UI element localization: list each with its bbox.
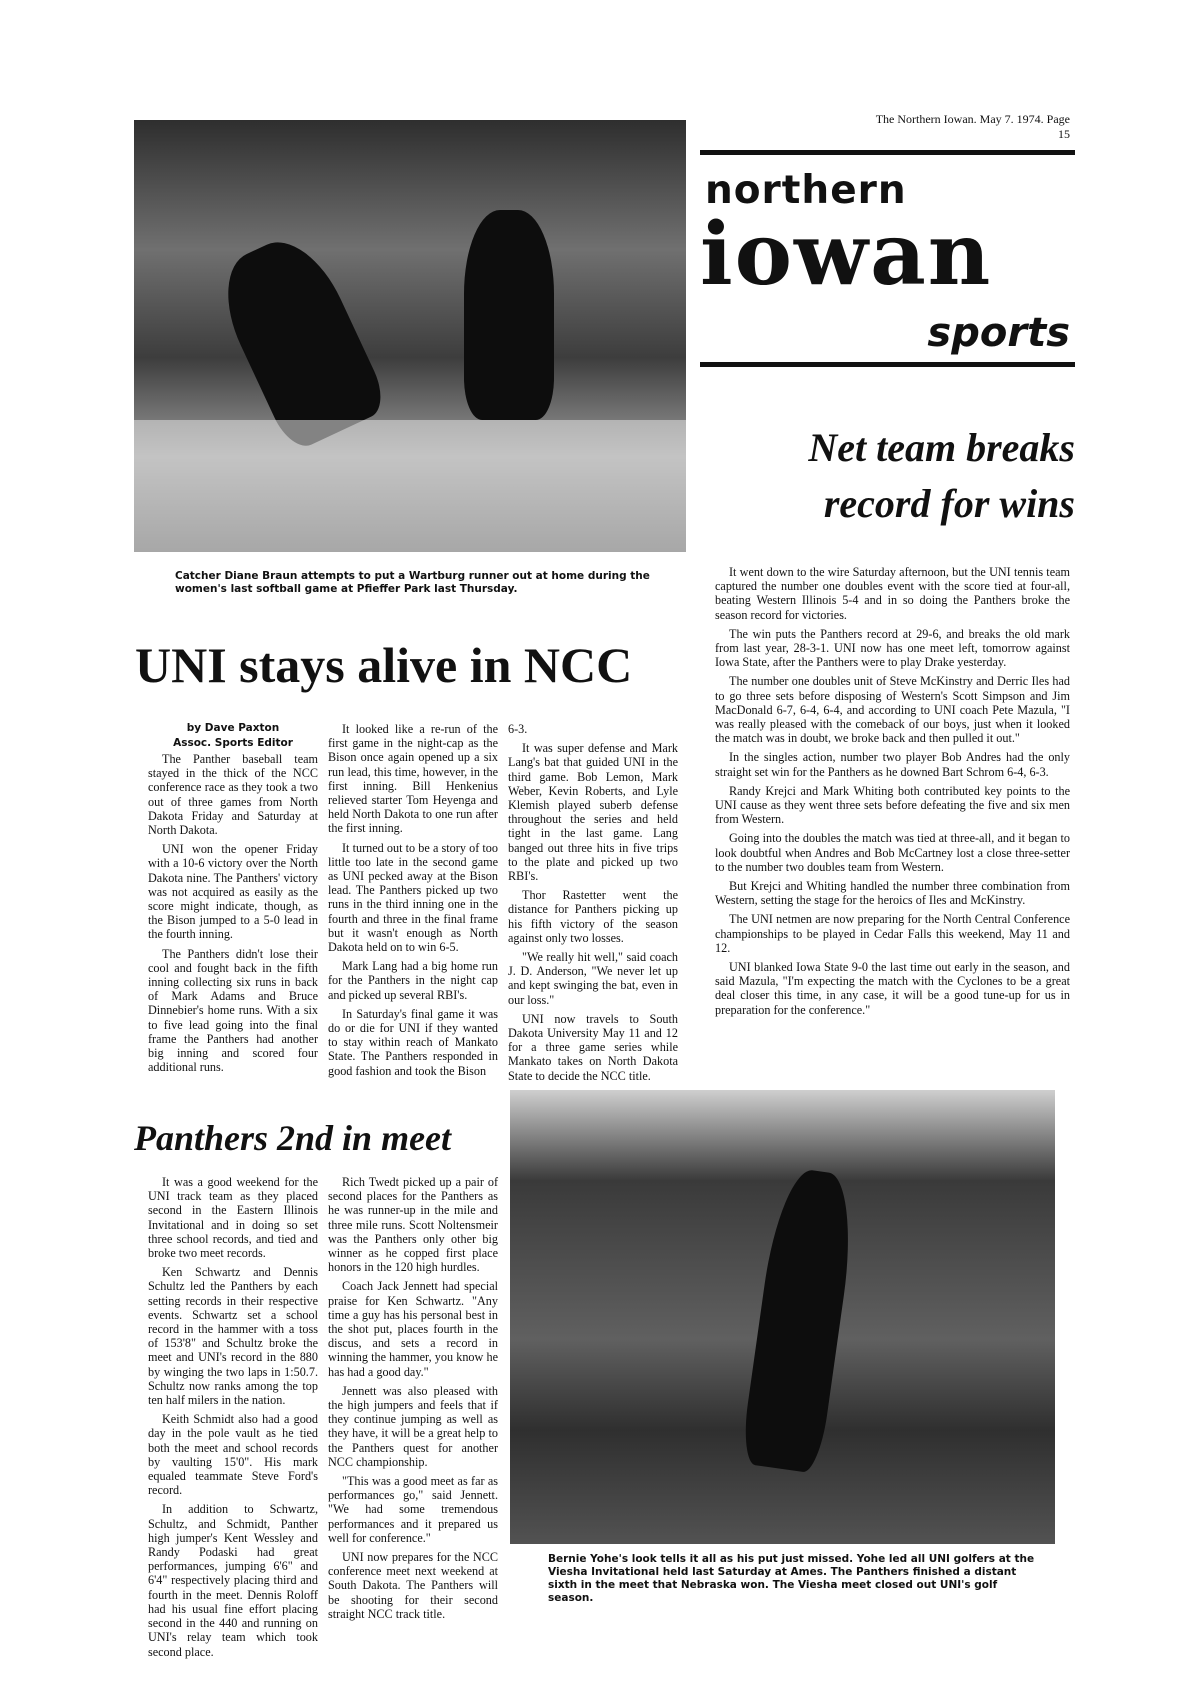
panthers-headline: Panthers 2nd in meet xyxy=(134,1118,452,1158)
net-headline-line2: record for wins xyxy=(823,481,1075,526)
byline-title: Assoc. Sports Editor xyxy=(173,737,293,749)
paragraph: In Saturday's final game it was do or die for UNI if they wanted to stay within reach of Mankato State. The Panthers responded in good fashion and took the Bison xyxy=(328,1006,498,1078)
paragraph: Thor Rastetter went the distance for Panthers picking up his fifth victory of the season against only two losses. xyxy=(508,888,678,945)
paragraph: 6-3. xyxy=(508,722,528,736)
paragraph: Rich Twedt picked up a pair of second places for the Panthers as he was runner-up in the mile and three mile runs. Scott Noltensmeir was the Panthers only other big winner as he copped first place honors in the 120 high hurdles. xyxy=(328,1175,498,1275)
paragraph: The Panthers didn't lose their cool and fought back in the fifth inning collecting six runs in back of Mark Adams and Bruce Dinnebier's home runs. With a six to five lead going into the final frame the Panthers had another big inning and scored four additional runs. xyxy=(148,946,318,1075)
page-folio: The Northern Iowan. May 7. 1974. Page 15 xyxy=(875,112,1070,141)
infield-dirt xyxy=(134,420,686,552)
paragraph: It looked like a re-run of the first game in the night-cap as the Bison once again opened up a six run lead, this time, however, in the first inning. Bill Henkenius relieved starter Tom Heyenga and held North Dakota to one run after the first inning. xyxy=(328,722,498,836)
masthead-iowan: iowan xyxy=(700,204,993,305)
paragraph: The number one doubles unit of Steve McKinstry and Derric Iles had to go three sets before disposing of Western's Scott Simpson and Jim MacDonald 6-7, 6-4, 6-4, and according to UNI coach Pete Mazula, "I was really pleased with the comeback of our boys, just when it looked the match was in doubt, we broke back and then pulled it out." xyxy=(715,674,1070,746)
paragraph: Going into the doubles the match was tied at three-all, and it began to look doubtful when Andres and Bob McCartney lost a close three-setter to the number two doubles team from Western. xyxy=(715,831,1070,874)
masthead-rule-bottom xyxy=(700,362,1075,367)
byline-name: by Dave Paxton xyxy=(186,722,280,734)
paragraph: The win puts the Panthers record at 29-6, and breaks the old mark from last year, 28-3-1. UNI now has one meet left, tomorrow against Iowa State, after the Panthers were to play Drake yesterday. xyxy=(715,626,1070,670)
panthers-story-column-2 xyxy=(328,1175,498,1626)
panthers-story-column-1 xyxy=(148,1175,318,1664)
paragraph: It turned out to be a story of too little too late in the second game as UNI pecked away at the Bison lead. The Panthers picked up two runs in the third inning one in the fourth and three in the final frame but it wasn't enough as North Dakota held on to win 6-5. xyxy=(328,840,498,955)
uni-story-column-2 xyxy=(328,722,498,1083)
paragraph: The UNI netmen are now preparing for the North Central Conference championships to be played in Cedar Falls this weekend, May 11 and 12. xyxy=(715,912,1070,955)
paragraph: UNI won the opener Friday with a 10-6 victory over the North Dakota nine. The Panthers' victory was not acquired as easily as the score might indicate, though, as the Bison jumped to a 5-0 lead in the fourth inning. xyxy=(148,842,318,942)
paragraph: Ken Schwartz and Dennis Schultz led the Panthers by each setting records in their respective events. Schwartz set a school record in the hammer with a toss of 153'8" and Schultz broke the meet and UNI's record in the 880 by winging the two laps in 1:50.7. Schultz now ranks among the top ten half milers in the nation. xyxy=(148,1265,318,1408)
paragraph: "We really hit well," said coach J. D. Anderson, "We never let up and kept swinging the bat, even in our loss." xyxy=(508,950,678,1007)
golf-photo-caption: Bernie Yohe's look tells it all as his put just missed. Yohe led all UNI golfers at the Viesha Invitational held last Saturday at Ames. The Panthers finished a distant sixth in the meet that Nebraska won. The Viesha meet closed out UNI's golf season. xyxy=(548,1553,1035,1604)
uni-headline: UNI stays alive in NCC xyxy=(135,637,633,693)
uni-story-column-1 xyxy=(148,722,318,1079)
paragraph: UNI now travels to South Dakota University May 11 and 12 for a three game series while Mankato takes on North Dakota State to decide the NCC title. xyxy=(508,1011,678,1083)
paragraph: Keith Schmidt also had a good day in the pole vault as he tied both the meet and school records by vaulting 15'0". His mark equaled teammate Steve Ford's record. xyxy=(148,1412,318,1498)
masthead-sports: sports xyxy=(927,310,1070,356)
paragraph: UNI blanked Iowa State 9-0 the last time out early in the season, and said Mazula, "I'm expecting the match with the Cyclones to be a great deal closer this time, in any case, it will be a good tune-up for us in preparation for the conference." xyxy=(715,960,1070,1017)
paragraph: Jennett was also pleased with the high jumpers and feels that if they continue jumping as well as they have, it will be a great help to the Panthers quest for another NCC championship. xyxy=(328,1383,498,1469)
masthead-rule-top xyxy=(700,150,1075,155)
golfer-figure xyxy=(740,1166,861,1474)
paragraph: In the singles action, number two player Bob Andres had the only straight set win for the Panthers as he downed Bart Schrom 6-4, 6-3. xyxy=(715,750,1070,779)
masthead-northern: northern xyxy=(705,168,907,213)
catcher-figure xyxy=(464,210,554,420)
paragraph: Coach Jack Jennett had special praise for Ken Schwartz. "Any time a guy has his personal best in the shot put, places fourth in the discus, and sets a record in winning the hammer, you know he has had a good day." xyxy=(328,1279,498,1379)
net-story-body xyxy=(715,565,1070,1022)
net-headline xyxy=(715,420,1075,532)
paragraph: But Krejci and Whiting handled the number three combination from Western, setting the stage for the heroics of Iles and McKinstry. xyxy=(715,879,1070,908)
golf-photo xyxy=(510,1090,1055,1544)
paragraph: Randy Krejci and Mark Whiting both contributed key points to the UNI cause as they went three sets before defeating the five and six men from Western. xyxy=(715,783,1070,827)
softball-photo xyxy=(134,120,686,552)
paragraph: It was a good weekend for the UNI track team as they placed second in the Eastern Illinois Invitational and in doing so set three school records, and tied and broke two meet records. xyxy=(148,1175,318,1261)
paragraph: UNI now prepares for the NCC conference meet next weekend at South Dakota. The Panthers will be shooting for their second straight NCC track title. xyxy=(328,1550,498,1621)
paragraph: The Panther baseball team stayed in the thick of the NCC conference race as they took a two out of three games from North Dakota Friday and Saturday at North Dakota. xyxy=(148,752,318,838)
paragraph: It was super defense and Mark Lang's bat that guided UNI in the third game. Bob Lemon, Mark Weber, Kevin Roberts, and Lyle Klemish played suberb defense throughout the series and held tight in the last game. Lang banged out three hits in five trips to the plate and picked up two RBI's. xyxy=(508,741,678,884)
paragraph: It went down to the wire Saturday afternoon, but the UNI tennis team captured the number one doubles event with the score tied at four-all, beating Western Illinois 5-4 and in so doing the Panthers broke the season record for victories. xyxy=(715,565,1070,622)
paragraph: "This was a good meet as far as performances go," said Jennett. "We had some tremendous performances and it prepared us well for conference." xyxy=(328,1474,498,1545)
paragraph: Mark Lang had a big home run for the Panthers in the night cap and picked up several RBI's. xyxy=(328,959,498,1002)
uni-story-column-3 xyxy=(508,722,678,1088)
softball-photo-caption: Catcher Diane Braun attempts to put a Wartburg runner out at home during the women's last softball game at Pfieffer Park last Thursday. xyxy=(175,570,650,595)
paragraph: In addition to Schwartz, Schultz, and Schmidt, Panther high jumper's Kent Wessley and Randy Podaski had great performances, jumping 6'6" and 6'4" respectively placing third and fourth in the meet. Dennis Roloff had his usual fine effort placing second in the 440 and running on UNI's relay team which took second place. xyxy=(148,1502,318,1659)
net-headline-line1: Net team breaks xyxy=(808,425,1075,470)
